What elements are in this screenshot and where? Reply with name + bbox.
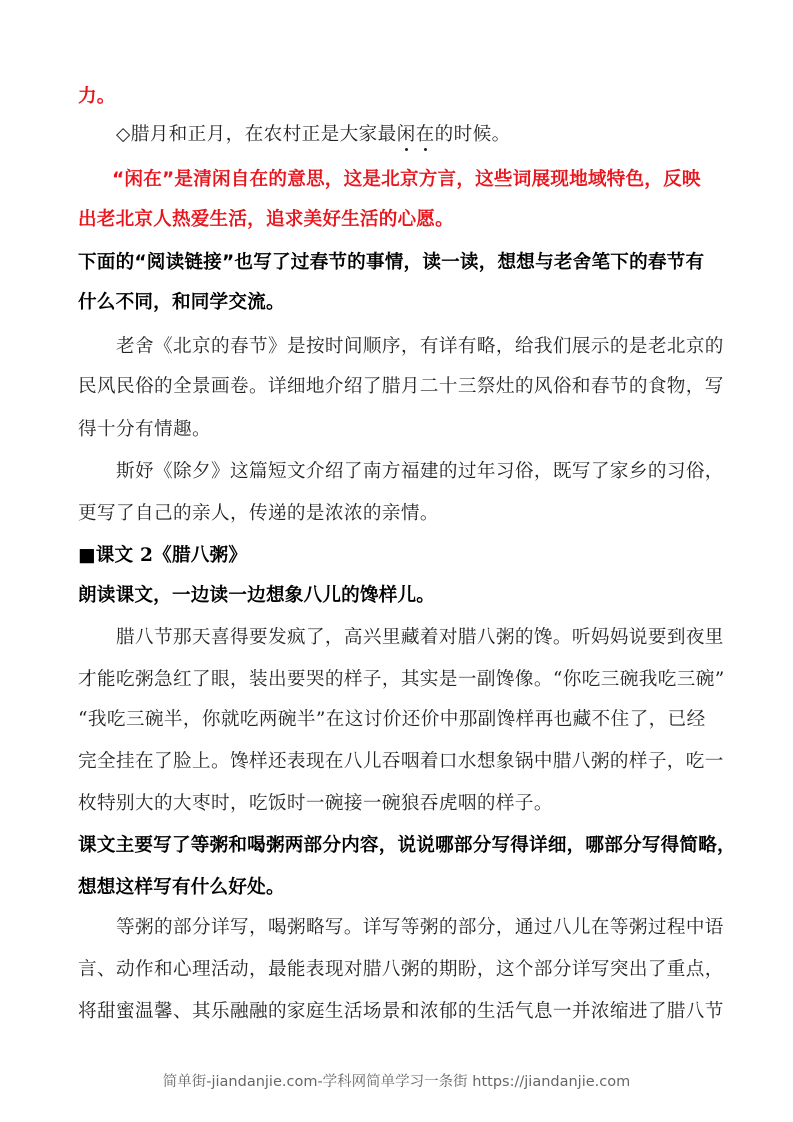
text-line: 出老北京人热爱生活，追求美好生活的心愿。 xyxy=(78,209,454,230)
page-footer: 简单街-jiandanjie.com-学科网简单学习一条街 https://jiandanjie.com xyxy=(162,1074,631,1090)
text-line: 老舍《北京的春节》是按时间顺序，有详有略，给我们展示的是老北京的 xyxy=(116,336,724,357)
text-line: 才能吃粥急红了眼，装出要哭的样子，其实是一副馋像。“你吃三碗我吃三碗” xyxy=(78,669,725,690)
text-line: 民风民俗的全景画卷。详细地介绍了腊月二十三祭灶的风俗和春节的食物，写 xyxy=(78,376,724,397)
question-line: 什么不同，和同学交流。 xyxy=(78,292,285,313)
text-line: 等粥的部分详写，喝粥略写。详写等粥的部分，通过八儿在等粥过程中语 xyxy=(116,917,724,938)
question-line: 想想这样写有什么好处。 xyxy=(78,877,285,898)
emphasized-char: 闲 xyxy=(396,124,416,145)
text-line: 言、动作和心理活动，最能表现对腊八粥的期盼，这个部分详写突出了重点， xyxy=(78,959,724,980)
example-sentence xyxy=(116,123,511,147)
text-line: 斯妤《除夕》这篇短文介绍了南方福建的过年习俗，既写了家乡的习俗， xyxy=(116,461,724,482)
text-line: 力。 xyxy=(78,86,116,107)
text-fragment: ◇腊月和正月，在农村正是大家最 xyxy=(116,124,397,145)
text-line: “闲在”是清闲自在的意思，这是北京方言，这些词展现地域特色，反映 xyxy=(112,169,701,190)
question-line: 下面的“阅读链接”也写了过春节的事情，读一读，想想与老舍笔下的春节有 xyxy=(78,252,705,273)
question-line: 朗读课文，一边读一边想象八儿的馋样儿。 xyxy=(78,585,436,606)
text-fragment: 的时候。 xyxy=(434,124,511,145)
text-line: 腊八节那天喜得要发疯了，高兴里藏着对腊八粥的馋。听妈妈说要到夜里 xyxy=(116,627,724,648)
question-line: 课文主要写了等粥和喝粥两部分内容，说说哪部分写得详细，哪部分写得简略， xyxy=(78,835,736,856)
text-line: 枚特别大的大枣时，吃饭时一碗接一碗狼吞虎咽的样子。 xyxy=(78,793,553,814)
text-line: 将甜蜜温馨、其乐融融的家庭生活场景和浓郁的生活气息一并浓缩进了腊八节 xyxy=(78,1001,724,1022)
text-line: 完全挂在了脸上。馋样还表现在八儿吞咽着口水想象锅中腊八粥的样子，吃一 xyxy=(78,751,724,772)
emphasized-char: 在 xyxy=(415,124,435,145)
section-heading: ■课文 2《腊八粥》 xyxy=(78,545,248,566)
text-line: 更写了自己的亲人，传递的是浓浓的亲情。 xyxy=(78,503,439,524)
text-line: 得十分有情趣。 xyxy=(78,419,211,440)
text-line: “我吃三碗半，你就吃两碗半”在这讨价还价中那副馋样再也藏不住了，已经 xyxy=(78,709,706,730)
